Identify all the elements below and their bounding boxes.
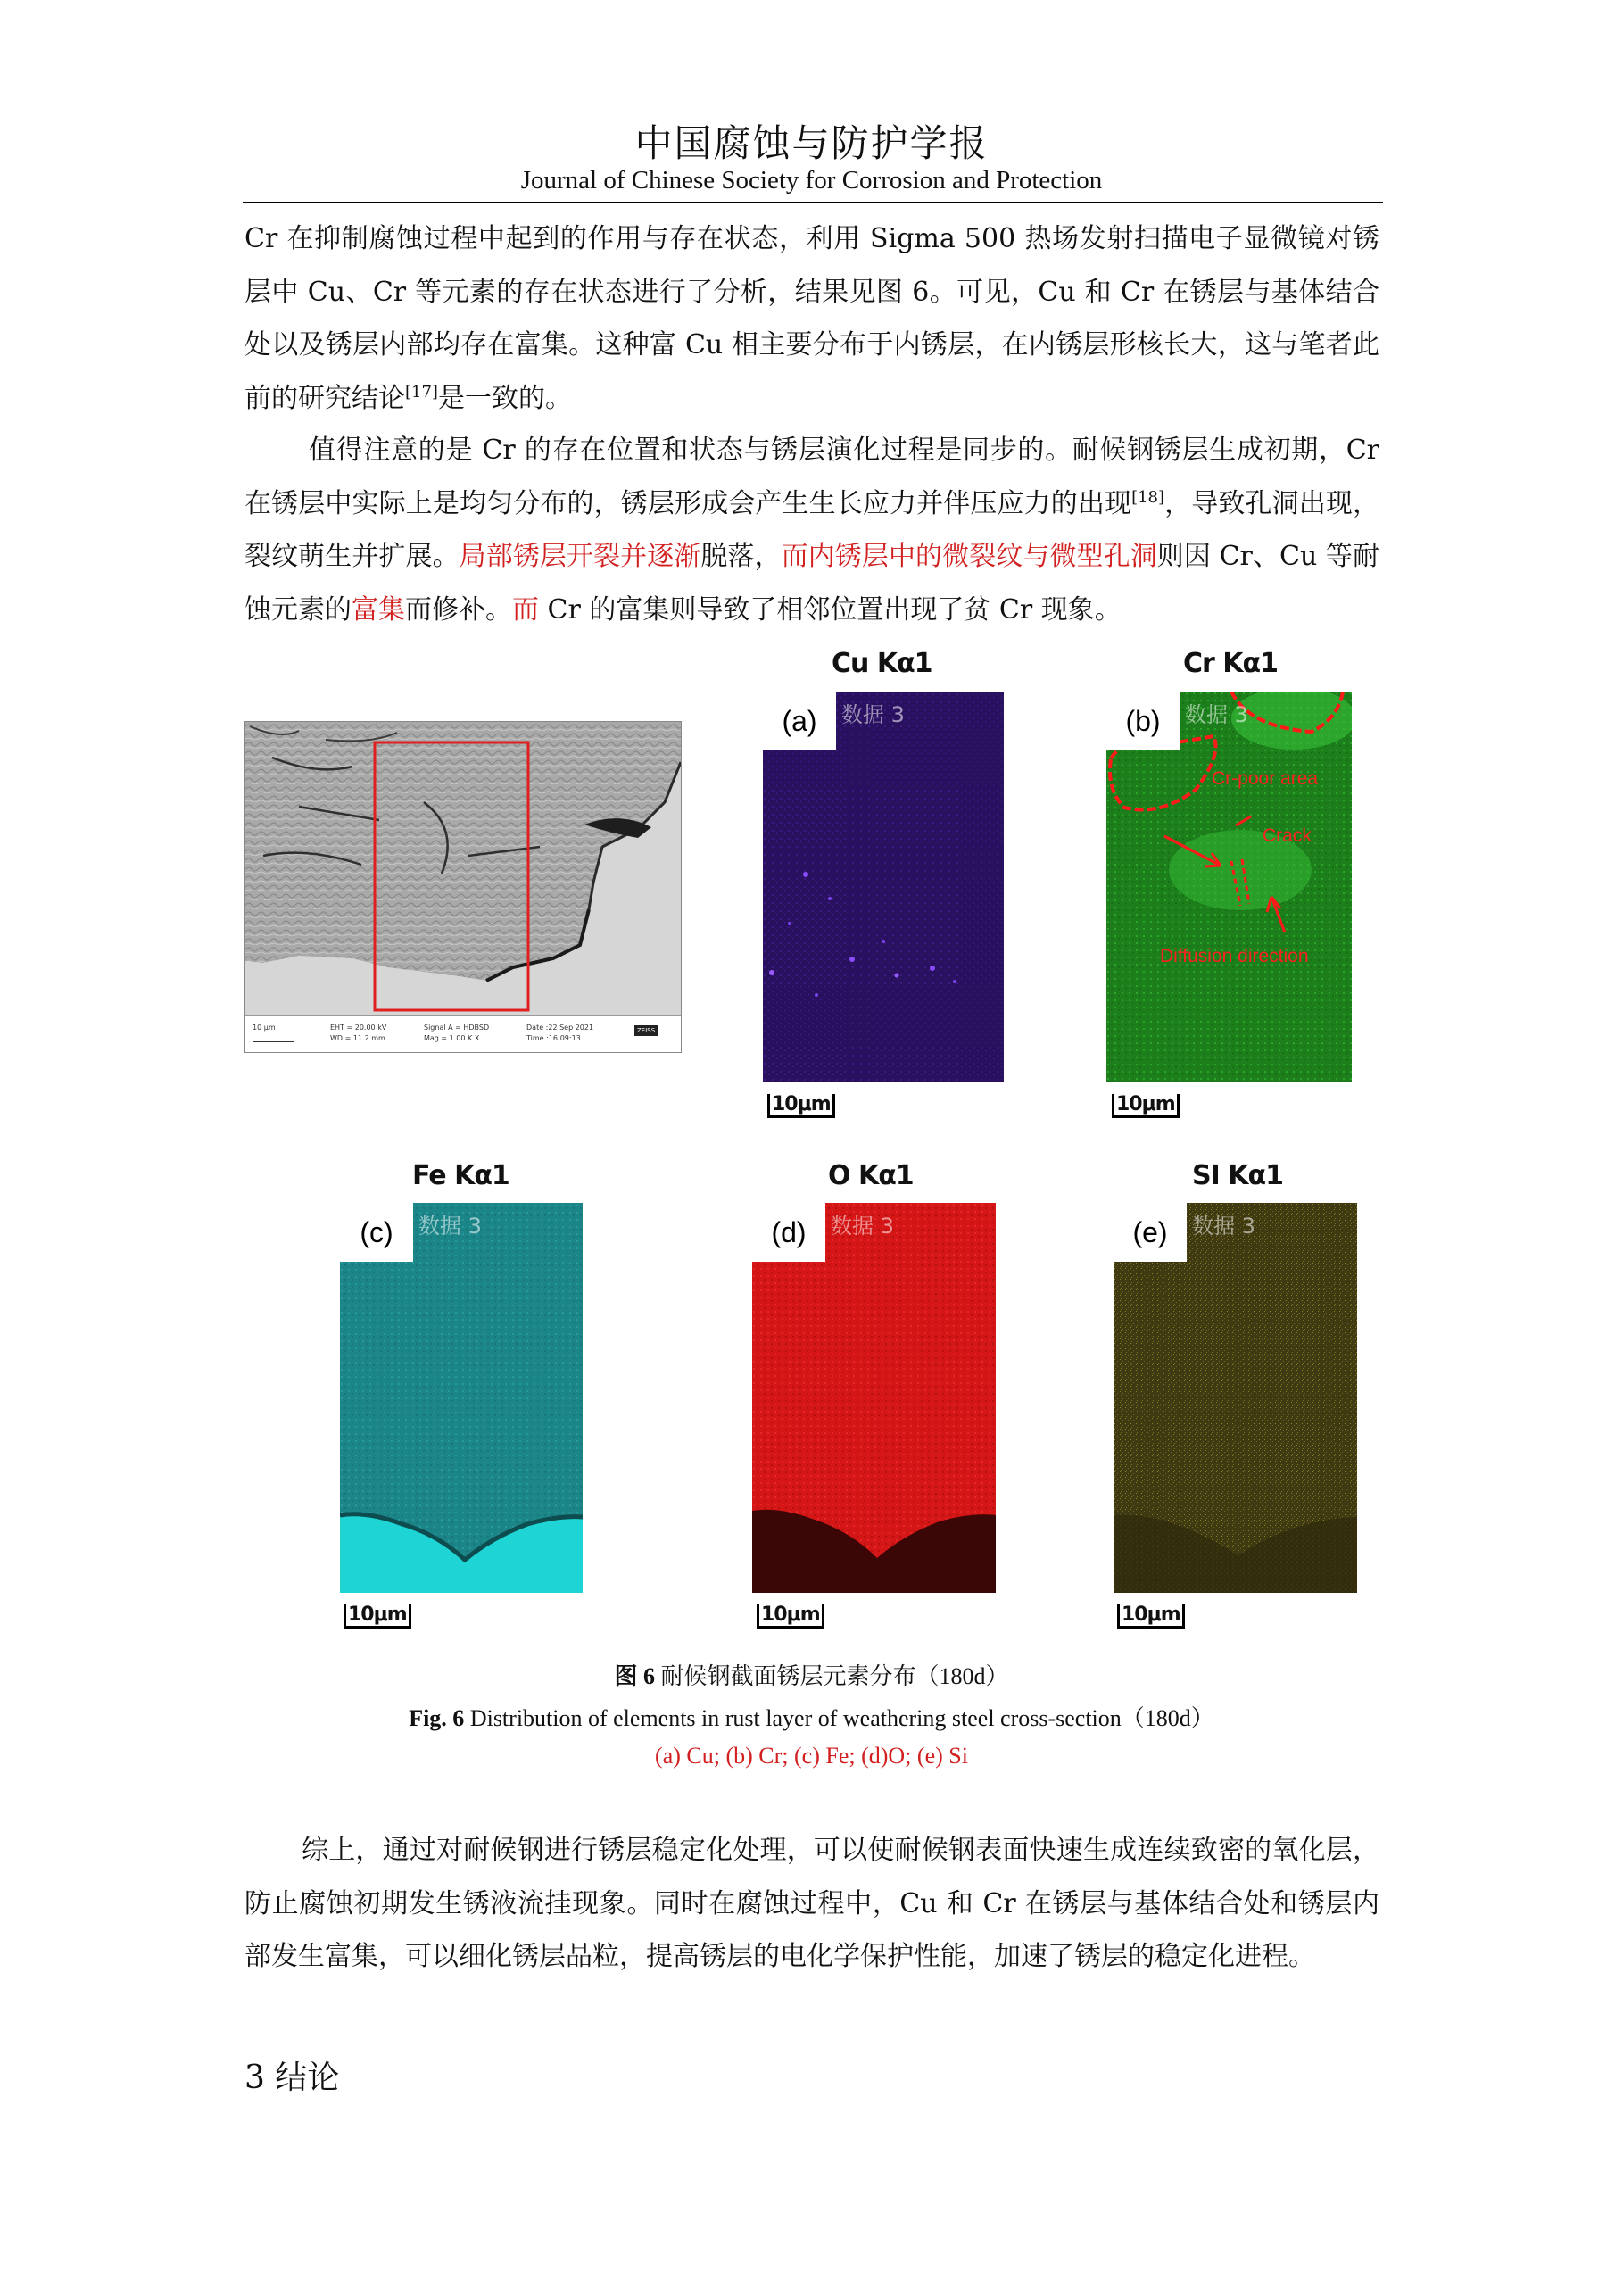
p2-text-a: 值得注意的是 Cr 的存在位置和状态与锈层演化过程是同步的。耐候钢锈层生成初期，Cr 在锈层中实际上是均匀分布的，锈层形成会产生生长应力并伴压应力的出现 [244,435,1379,519]
panel-label-e: (e) [1114,1203,1187,1262]
map-watermark: 数据 3 [418,1214,482,1239]
map-title-si: SI Kα1 [1192,1160,1283,1191]
map-title-cu: Cu Kα1 [832,648,932,679]
p2-highlight-4: 而 [512,593,539,626]
sem-mag: Mag = 1.00 K X [424,1034,480,1042]
p1-text-b: 是一致的。 [437,382,572,414]
citation-17: [17] [405,382,438,402]
sem-image [244,721,682,1053]
map-watermark: 数据 3 [1192,1214,1255,1239]
map-cu [763,692,1004,1082]
journal-title-en: Journal of Chinese Society for Corrosion and Protection [520,166,1103,195]
p2-highlight-1: 局部锈层开裂并逐渐 [459,541,701,572]
scale-bar-d: 10μm [757,1604,824,1629]
caption-en-label: Fig. 6 [409,1705,465,1731]
p2-text-d: 则因 Cr、Cu 等耐蚀元素的 [244,541,1380,626]
paragraph-3: 综上，通过对耐候钢进行锈层稳定化处理，可以使耐候钢表面快速生成连续致密的氧化层，防止腐蚀初期发生锈液流挂现象。同时在腐蚀过程中，Cu 和 Cr 在锈层与基体结合处和锈层内部发生富集，可以细化锈层晶粒，提高锈层的电化学保护性能，加速了锈层的稳定化进程。 [244,1835,1379,1972]
caption-cn-text: 耐候钢截面锈层元素分布（180d） [655,1663,1009,1689]
annotation-diffusion: Diffusion direction [1160,946,1309,966]
annotation-crack: Crack [1263,825,1312,846]
p2-text-f: Cr 的富集则导致了相邻位置出现了贫 Cr 现象。 [539,593,1122,626]
map-watermark: 数据 3 [1185,702,1248,727]
p1-text-a: Cr 在抑制腐蚀过程中起到的作用与存在状态，利用 Sigma 500 热场发射扫描电子显微镜对锈层中 Cu、Cr 等元素的存在状态进行了分析，结果见图 6。可见，Cu 和 Cr 在锈层与基体结合处以及锈层内部均存在富集。这种富 Cu 相主要分布于内锈层，在内锈层形核长大，这与笔者此前的研究结论 [244,223,1379,414]
caption-en-text: Distribution of elements in rust layer of weathering steel cross-section（180d） [464,1705,1214,1731]
p2-text-c: 脱落， [700,541,782,572]
map-watermark: 数据 3 [831,1214,894,1239]
p2-text-b: ，导致孔洞出现，裂纹萌生并扩展。 [244,487,1380,572]
sem-date: Date :22 Sep 2021 [526,1024,594,1032]
map-cr [1106,692,1352,1082]
paragraph-1 [244,212,1379,425]
p2-text-e: 而修补。 [405,593,512,626]
sem-scale: 10 μm [253,1024,276,1032]
p2-highlight-3: 富集 [352,593,405,626]
panel-label-b: (b) [1106,692,1180,750]
sem-scale-bar [253,1036,294,1042]
zeiss-logo: ZEISS [634,1025,658,1036]
section-title-conclusion: 3 结论 [244,2060,340,2096]
sem-micrograph [245,722,681,1016]
figure-caption-sub: (a) Cu; (b) Cr; (c) Fe; (d)O; (e) Si [655,1743,968,1769]
map-watermark: 数据 3 [841,702,905,727]
scale-bar-e: 10μm [1117,1604,1185,1629]
map-title-fe: Fe Kα1 [412,1160,509,1191]
map-title-o: O Kα1 [828,1160,914,1191]
p2-highlight-2: 而内锈层中的微裂纹与微型孔洞 [781,541,1157,572]
panel-label-c: (c) [340,1203,413,1262]
citation-18: [18] [1131,487,1165,507]
sem-wd: WD = 11.2 mm [330,1034,385,1042]
sem-eht: EHT = 20.00 kV [330,1024,387,1032]
paragraph-2 [244,424,1379,636]
sem-time: Time :16:09:13 [526,1034,581,1042]
figure-caption-en [0,1700,1623,1733]
scale-bar-c: 10μm [344,1604,411,1629]
caption-cn-label: 图 6 [614,1663,655,1689]
scale-bar-a: 10μm [767,1094,835,1118]
journal-title-cn: 中国腐蚀与防护学报 [634,121,989,165]
map-title-cr: Cr Kα1 [1183,648,1278,679]
figure-caption-cn [0,1658,1623,1691]
scale-bar-b: 10μm [1112,1094,1180,1118]
sem-signal: Signal A = HDBSD [424,1024,490,1032]
map-si [1114,1203,1357,1593]
annotation-cr-poor: Cr-poor area [1212,768,1319,789]
header-divider [243,202,1383,203]
panel-label-a: (a) [763,692,836,750]
sem-info-bar [245,1015,681,1052]
panel-label-d: (d) [752,1203,825,1262]
map-o [752,1203,996,1593]
map-fe [340,1203,583,1593]
